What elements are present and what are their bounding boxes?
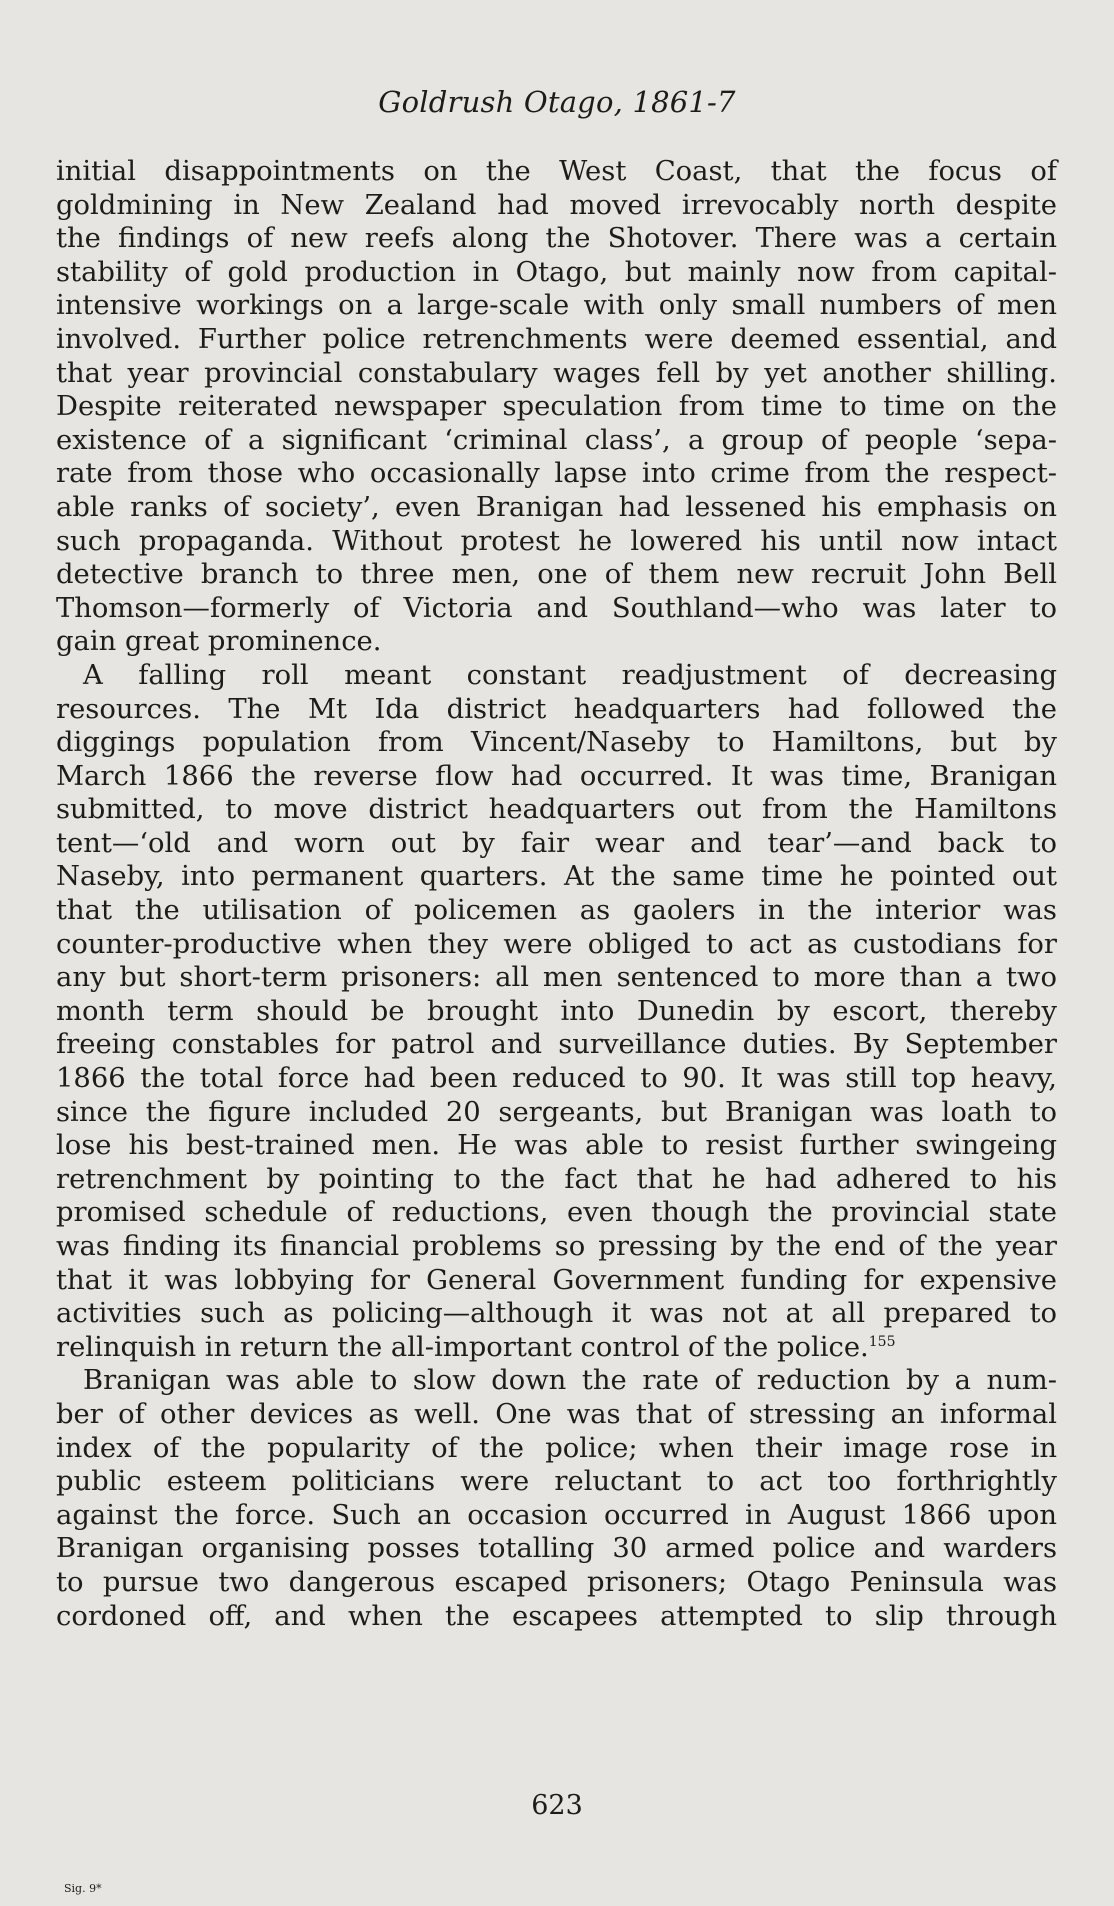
paragraph bbox=[56, 155, 1057, 659]
text-line: cordoned off, and when the escapees attempted to slip through bbox=[56, 1600, 1057, 1632]
text-line: 1866 the total force had been reduced to 90. It was still top heavy, bbox=[56, 1063, 1057, 1095]
text-line: retrenchment by pointing to the fact that he had adhered to his bbox=[56, 1163, 1057, 1195]
text-line: that it was lobbying for General Government funding for expensive bbox=[56, 1264, 1057, 1296]
text-line: gain great prominence. bbox=[56, 626, 382, 658]
text-line: counter-productive when they were obliged to act as custodians for bbox=[56, 928, 1057, 960]
text-line: against the force. Such an occasion occurred in August 1866 upon bbox=[56, 1499, 1057, 1531]
text-line: ber of other devices as well. One was that of stressing an informal bbox=[56, 1398, 1057, 1430]
text-line: public esteem politicians were reluctant to act too forthrightly bbox=[56, 1466, 1057, 1498]
text-line: tent—‘old and worn out by fair wear and tear’—and back to bbox=[56, 827, 1057, 859]
text-line: lose his best-trained men. He was able to resist further swingeing bbox=[56, 1130, 1057, 1162]
text-line: submitted, to move district headquarters out from the Hamiltons bbox=[56, 794, 1057, 826]
text-line: month term should be brought into Dunedin by escort, thereby bbox=[56, 995, 1057, 1027]
text-line: involved. Further police retrenchments were deemed essential, and bbox=[56, 323, 1057, 355]
text-line: Naseby, into permanent quarters. At the same time he pointed out bbox=[56, 861, 1057, 893]
text-line: goldmining in New Zealand had moved irrevocably north despite bbox=[56, 189, 1057, 221]
text-line: rate from those who occasionally lapse into crime from the respect- bbox=[56, 458, 1057, 490]
text-line: Despite reiterated newspaper speculation from time to time on the bbox=[56, 391, 1057, 423]
text-line: promised schedule of reductions, even though the provincial state bbox=[56, 1197, 1057, 1229]
text-line: since the figure included 20 sergeants, but Branigan was loath to bbox=[56, 1096, 1057, 1128]
body-text bbox=[56, 155, 1057, 1633]
text-line: stability of gold production in Otago, but mainly now from capital- bbox=[56, 256, 1057, 288]
text-line: such propaganda. Without protest he lowered his until now intact bbox=[56, 525, 1057, 557]
text-line: was finding its financial problems so pressing by the end of the year bbox=[56, 1231, 1057, 1262]
page-number: 623 bbox=[531, 1790, 583, 1821]
paragraph bbox=[56, 1364, 1057, 1633]
text-line: March 1866 the reverse flow had occurred. It was time, Branigan bbox=[56, 760, 1057, 792]
text-line: A falling roll meant constant readjustment of decreasing bbox=[83, 659, 1057, 691]
text-line: able ranks of society’, even Branigan had lessened his emphasis on bbox=[56, 491, 1057, 523]
paragraph bbox=[56, 659, 1057, 1364]
running-head: Goldrush Otago, 1861-7 bbox=[378, 85, 736, 119]
text-line: freeing constables for patrol and surveillance duties. By September bbox=[56, 1029, 1057, 1061]
text-line: any but short-term prisoners: all men sentenced to more than a two bbox=[56, 962, 1057, 994]
text-line: diggings population from Vincent/Naseby to Hamiltons, but by bbox=[56, 727, 1057, 759]
footnote-reference: 155 bbox=[868, 1333, 896, 1350]
text-line: index of the popularity of the police; when their image rose in bbox=[56, 1432, 1057, 1464]
text-line: initial disappointments on the West Coast, that the focus of bbox=[56, 156, 1057, 187]
text-line: Branigan organising posses totalling 30 armed police and warders bbox=[56, 1533, 1057, 1565]
text-line: activities such as policing—although it was not at all prepared to bbox=[56, 1298, 1057, 1330]
text-line: existence of a significant ‘criminal class’, a group of people ‘sepa- bbox=[56, 424, 1057, 456]
text-line: to pursue two dangerous escaped prisoners; Otago Peninsula was bbox=[56, 1566, 1057, 1598]
signature-mark: Sig. 9* bbox=[64, 1882, 102, 1895]
text-line: Thomson—formerly of Victoria and Southland—who was later to bbox=[56, 592, 1057, 624]
text-line: intensive workings on a large-scale with only small numbers of men bbox=[56, 290, 1057, 322]
text-line: resources. The Mt Ida district headquarters had followed the bbox=[56, 693, 1057, 725]
text-line: detective branch to three men, one of them new recruit John Bell bbox=[56, 559, 1057, 591]
text-line: Branigan was able to slow down the rate of reduction by a num- bbox=[83, 1365, 1057, 1397]
text-line: that year provincial constabulary wages fell by yet another shilling. bbox=[56, 357, 1057, 389]
text-line: that the utilisation of policemen as gaolers in the interior was bbox=[56, 895, 1057, 927]
text-line: relinquish in return the all-important control of the police.$^{155}$ bbox=[56, 1331, 896, 1363]
text-line: the findings of new reefs along the Shotover. There was a certain bbox=[56, 223, 1057, 255]
